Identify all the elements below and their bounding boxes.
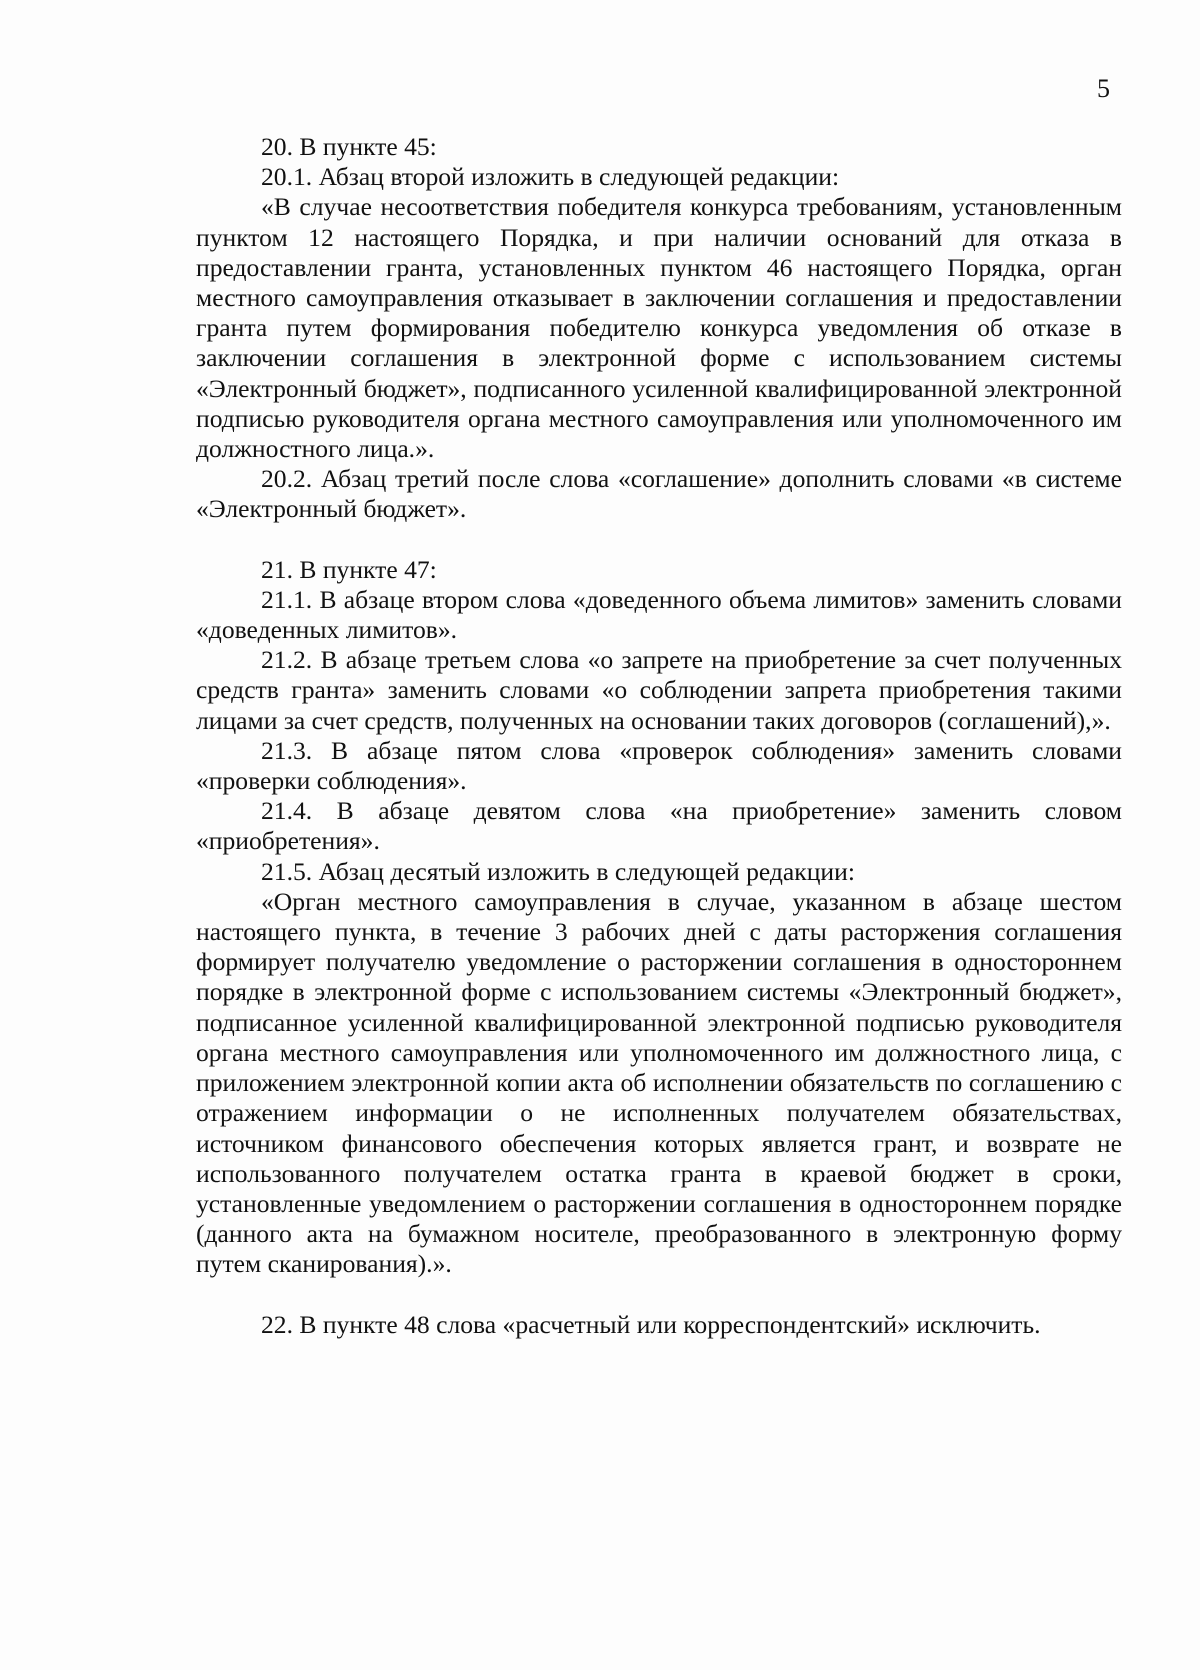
paragraph-21-1: 21.1. В абзаце втором слова «доведенного объема лимитов» заменить словами «доведенных лимитов». [196,584,1122,645]
paragraph-21-heading: 21. В пункте 47: [261,554,437,584]
section-gap [196,1280,1122,1310]
section-gap [196,525,1122,555]
paragraph-21-5: 21.5. Абзац десятый изложить в следующей редакции: [261,856,855,886]
paragraph-20-heading: 20. В пункте 45: [261,132,437,161]
paragraph-20-1: 20.1. Абзац второй изложить в следующей редакции: [261,162,840,192]
document-body [196,132,1122,1340]
paragraph-21-4: 21.4. В абзаце девятом слова «на приобретение» заменить словом «приобретения». [196,796,1122,856]
paragraph-21-5-text: «Орган местного самоуправления в случае, указанном в абзаце шестом настоящего пункта, в течение 3 рабочих дней с даты расторжения соглашения формирует получателю уведомление о расторжении соглашения в одностороннем порядке в электронной форме с использованием системы «Электронный бюджет», подписанное усиленной квалифицированной электронной подписью руководителя органа местного самоуправления или уполномоченного им должностного лица, с приложением электронной копии акта об исполнении обязательств по соглашению с отражением информации о не исполненных получателем обязательствах, источником финансового обеспечения которых является грант, и возврате не использованного получателем остатка гранта в краевой бюджет в сроки, установленные уведомлением о расторжении соглашения в одностороннем порядке (данного акта на бумажном носителе, преобразованного в электронную форму путем сканирования).». [196,886,1122,1279]
paragraph-21-2: 21.2. В абзаце третьем слова «о запрете на приобретение за счет полученных средств гранта» заменить словами «о соблюдении запрета приобретения такими лицами за счет средств, полученных на основании таких договоров (соглашений),». [196,645,1122,735]
paragraph-20-2: 20.2. Абзац третий после слова «соглашение» дополнить словами «в системе «Электронный бюджет». [196,464,1122,524]
paragraph-20-1-text: «В случае несоответствия победителя конкурса требованиям, установленным пунктом 12 настоящего Порядка, и при наличии оснований для отказа в предоставлении гранта, установленных пунктом 46 настоящего Порядка, орган местного самоуправления отказывает в заключении соглашения и предоставлении гранта путем формирования победителю конкурса уведомления об отказе в заключении соглашения в электронной форме с использованием системы «Электронный бюджет», подписанного усиленной квалифицированной электронной подписью руководителя органа местного самоуправления или уполномоченного им должностного лица.». [196,192,1122,464]
paragraph-22: 22. В пункте 48 слова «расчетный или корреспондентский» исключить. [261,1309,1041,1339]
paragraph-21-3: 21.3. В абзаце пятом слова «проверок соблюдения» заменить словами «проверки соблюдения». [196,735,1122,796]
page-number: 5 [1097,74,1110,103]
